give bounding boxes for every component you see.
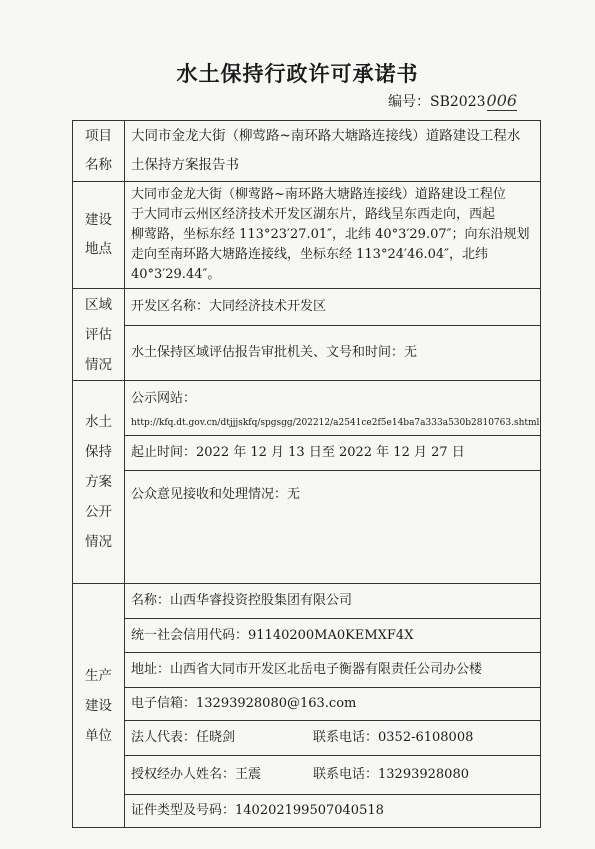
doc-number [388, 91, 517, 111]
region-approval: 水土保持区域评估报告审批机关、文号和时间：无 [125, 326, 541, 381]
unit-label: 生产 建设 单位 [73, 584, 125, 828]
unit-legal-phone: 联系电话：0352-6108008 [313, 730, 474, 745]
unit-name: 名称：山西华睿投资控股集团有限公司 [125, 584, 541, 619]
region-zone: 开发区名称：大同经济技术开发区 [125, 289, 541, 326]
unit-address: 地址：山西省大同市开发区北岳电子衡器有限责任公司办公楼 [125, 653, 541, 688]
unit-row-id [73, 795, 541, 828]
unit-row-credit [73, 619, 541, 653]
publicity-url[interactable]: http://kfq.dt.gov.cn/dtjjjskfq/spgsgg/202212/a2541ce2f5e14ba7a333a530b2810763.shtml [125, 411, 541, 436]
unit-id-number: 证件类型及号码：140202199507040518 [125, 795, 541, 828]
publicity-site-label: 公示网站： [125, 381, 541, 412]
doc-number-label: 编号： [388, 94, 430, 110]
region-row-1 [73, 289, 541, 326]
region-label: 区域 评估 情况 [73, 289, 125, 381]
document-title: 水土保持行政许可承诺书 [176, 61, 419, 86]
publicity-row-3 [73, 471, 541, 584]
unit-email: 电子信箱：13293928080@163.com [125, 688, 541, 721]
publicity-row-2 [73, 436, 541, 471]
unit-agent-cell [125, 756, 541, 795]
publicity-row-url [73, 411, 541, 436]
unit-row-address [73, 653, 541, 688]
commitment-table [72, 120, 541, 828]
unit-legal-rep: 法人代表：任晓剑 [131, 730, 236, 745]
site-description: 大同市金龙大街（柳莺路~南环路大塘路连接线）道路建设工程位 于大同市云州区经济技术开发区湖东片，路线呈东西走向，西起 柳莺路，坐标东经 113°23′27.01″，北纬 40°3′29.07″；向东沿规划 走向至南环路大塘路连接线，坐标东经 113°24′46.04″，北纬 40°3′29.44″。 [125, 182, 541, 289]
publicity-label: 水土 保持 方案 公开 情况 [73, 381, 125, 584]
site-label: 建设 地点 [73, 182, 125, 289]
publicity-period: 起止时间：2022 年 12 月 13 日至 2022 年 12 月 27 日 [125, 436, 541, 471]
unit-agent-name: 授权经办人姓名：王震 [131, 767, 262, 782]
doc-number-value: SB2023 [430, 94, 486, 110]
publicity-row-1 [73, 381, 541, 412]
unit-credit-code: 统一社会信用代码：91140200MA0KEMXF4X [125, 619, 541, 653]
project-row [73, 121, 541, 182]
unit-row-name [73, 584, 541, 619]
region-row-2 [73, 326, 541, 381]
site-row [73, 182, 541, 289]
doc-number-handwritten: 006 [486, 91, 518, 110]
unit-legal-cell [125, 721, 541, 756]
unit-row-email [73, 688, 541, 721]
unit-agent-phone: 联系电话：13293928080 [313, 767, 469, 782]
project-name: 大同市金龙大街（柳莺路~南环路大塘路连接线）道路建设工程水 土保持方案报告书 [125, 121, 541, 182]
publicity-feedback: 公众意见接收和处理情况：无 [125, 471, 541, 584]
project-label: 项目 名称 [73, 121, 125, 182]
unit-row-agent [73, 756, 541, 795]
unit-row-legal [73, 721, 541, 756]
